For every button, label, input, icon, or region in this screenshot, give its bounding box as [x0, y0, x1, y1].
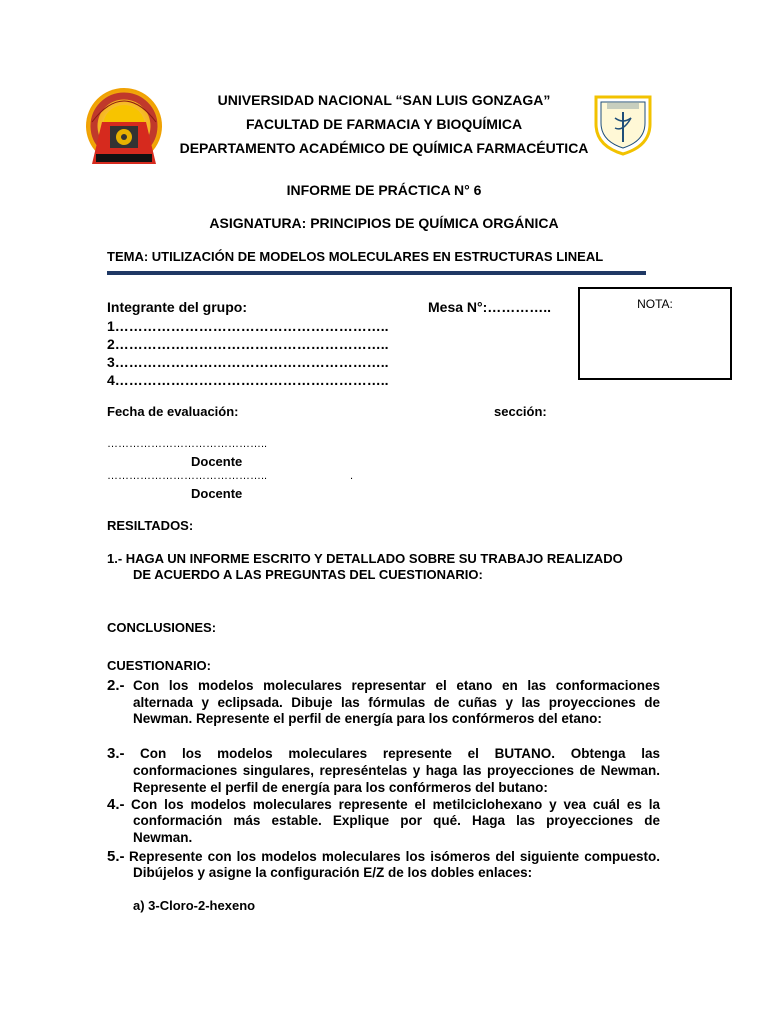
- questionnaire-heading: CUESTIONARIO:: [107, 658, 211, 673]
- q4-text-cont: [133, 813, 660, 846]
- q2-text: [133, 678, 660, 728]
- q2-line-1: Con los modelos moleculares representar el etano en las conformaciones: [133, 678, 660, 693]
- subject-line: ASIGNATURA: PRINCIPIOS DE QUÍMICA ORGÁNICA: [209, 215, 559, 231]
- q5-item-a: a) 3-Cloro-2-hexeno: [133, 898, 256, 913]
- q3-text: [140, 746, 660, 763]
- grade-label: NOTA:: [637, 297, 673, 311]
- q2-number: 2.-: [107, 677, 125, 694]
- stray-dot: .: [350, 470, 354, 482]
- title-divider: [107, 271, 646, 275]
- faculty-shield-logo: [593, 94, 653, 156]
- q4-line-3: Newman.: [133, 829, 193, 845]
- group-label: Integrante del grupo:: [107, 299, 247, 315]
- q5-line-2: Dibújelos y asigne la configuración E/Z de los dobles enlaces:: [133, 865, 533, 880]
- results-item-1-cont: DE ACUERDO A LAS PREGUNTAS DEL CUESTIONARIO:: [133, 567, 483, 582]
- mesa-field: Mesa N°:…………..: [428, 299, 552, 315]
- member-line-4: 4…………………………………………………..: [107, 372, 389, 388]
- conclusions-heading: CONCLUSIONES:: [107, 620, 217, 635]
- university-name: UNIVERSIDAD NACIONAL “SAN LUIS GONZAGA”: [217, 92, 551, 108]
- q5-text-first: [129, 849, 660, 866]
- member-list: [107, 317, 389, 389]
- q4-line-1: Con los modelos moleculares represente el metilciclohexano y vea cuál es la: [131, 797, 660, 812]
- results-item-1: 1.- HAGA UN INFORME ESCRITO Y DETALLADO SOBRE SU TRABAJO REALIZADO: [107, 551, 623, 566]
- report-title: INFORME DE PRÁCTICA N° 6: [286, 182, 482, 198]
- department-name: DEPARTAMENTO ACADÉMICO DE QUÍMICA FARMACÉUTICA: [179, 140, 589, 156]
- q3-text-cont: [133, 763, 660, 796]
- section-label: sección:: [494, 404, 547, 419]
- q3-line-3: Represente el perfil de energía para los confórmeros del butano:: [133, 779, 548, 795]
- q5-line-1: Represente con los modelos moleculares los isómeros del siguiente compuesto.: [129, 849, 660, 864]
- faculty-name: FACULTAD DE FARMACIA Y BIOQUÍMICA: [245, 116, 523, 132]
- q3-line-2: conformaciones singulares, represéntelas y haga las proyecciones de Newman.: [133, 763, 660, 778]
- q5-number: 5.-: [107, 848, 125, 865]
- signature-line-1: ……………………………………..: [107, 438, 268, 450]
- q3-number: 3.-: [107, 745, 125, 762]
- grade-box: [578, 287, 732, 380]
- q4-line-2: conformación más estable. Explique por qué. Haga las proyecciones de: [133, 813, 660, 828]
- docente-label-2: Docente: [191, 486, 243, 501]
- q4-number: 4.-: [107, 796, 125, 813]
- member-line-2: 2…………………………………………………..: [107, 336, 389, 352]
- q2-line-2: alternada y eclipsada. Dibuje las fórmulas de cuñas y las proyecciones de: [133, 694, 660, 710]
- member-line-1: 1…………………………………………………..: [107, 318, 389, 334]
- results-heading: RESILTADOS:: [107, 518, 194, 533]
- q2-line-3: Newman. Represente el perfil de energía para los confórmeros del etano:: [133, 711, 602, 726]
- university-seal-logo: [80, 86, 168, 166]
- q3-line-1: Con los modelos moleculares represente el BUTANO. Obtenga las: [140, 746, 660, 761]
- topic-line: TEMA: UTILIZACIÓN DE MODELOS MOLECULARES EN ESTRUCTURAS LINEAL: [107, 249, 604, 264]
- signature-line-2: ……………………………………..: [107, 470, 268, 482]
- evaluation-date-label: Fecha de evaluación:: [107, 404, 239, 419]
- docente-label-1: Docente: [191, 454, 243, 469]
- member-line-3: 3…………………………………………………..: [107, 354, 389, 370]
- q4-text-first: [131, 797, 660, 814]
- q5-text-cont: [133, 865, 660, 882]
